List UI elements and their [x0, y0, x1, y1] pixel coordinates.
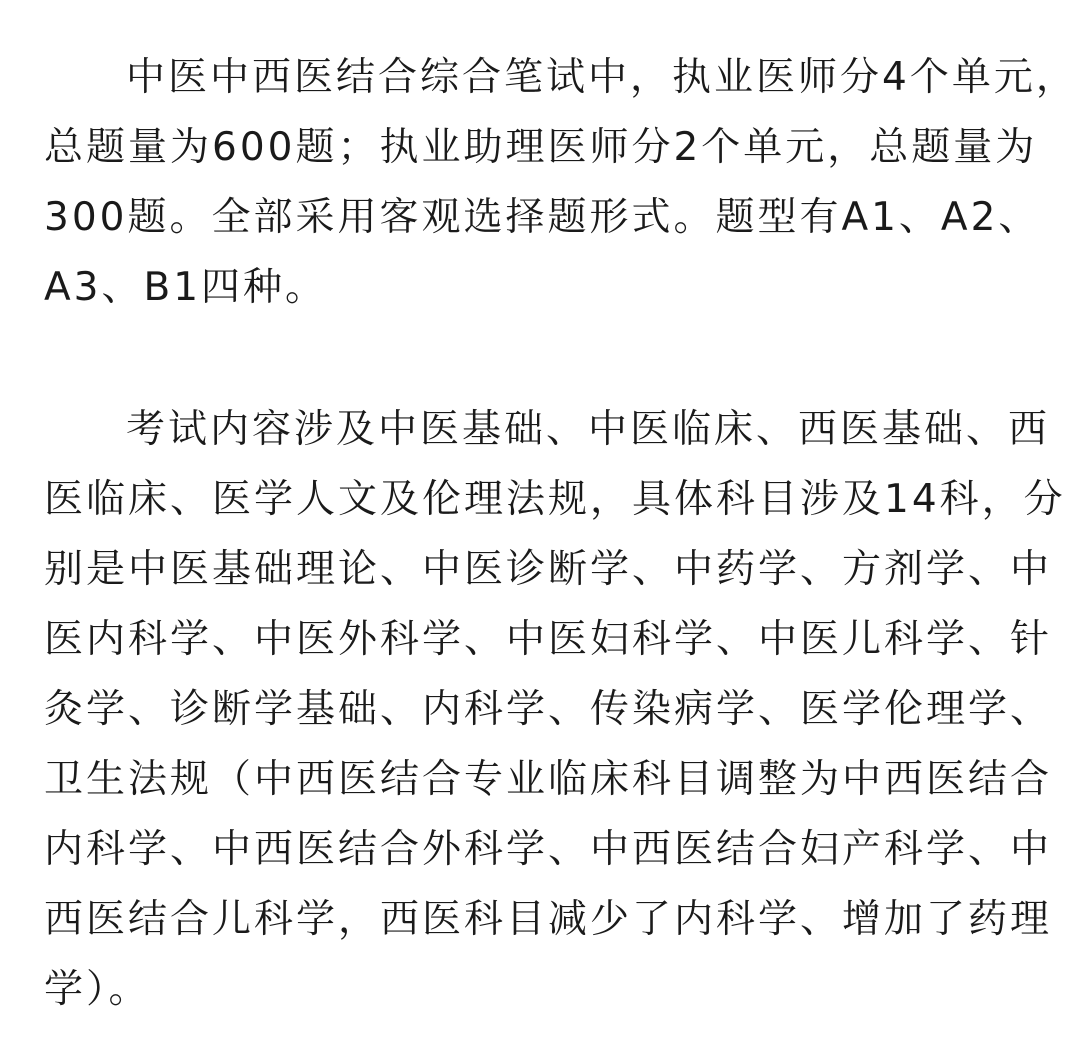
- text-line: 内科学、中西医结合外科学、中西医结合妇产科学、中: [44, 827, 1053, 872]
- text-line: 灸学、诊断学基础、内科学、传染病学、医学伦理学、: [44, 687, 1053, 732]
- text-line: 别是中医基础理论、中医诊断学、中药学、方剂学、中: [44, 547, 1053, 592]
- text-line: 医临床、医学人文及伦理法规，具体科目涉及14科，分: [44, 477, 1066, 522]
- text-line: 中医中西医结合综合笔试中，执业医师分4个单元，: [126, 55, 1078, 100]
- text-line: 卫生法规（中西医结合专业临床科目调整为中西医结合: [44, 757, 1053, 802]
- text-line: 总题量为600题；执业助理医师分2个单元，总题量为: [44, 125, 1038, 170]
- text-line: 医内科学、中医外科学、中医妇科学、中医儿科学、针: [44, 617, 1053, 662]
- text-line: A3、B1四种。: [44, 265, 328, 310]
- text-line: 考试内容涉及中医基础、中医临床、西医基础、西: [126, 407, 1051, 452]
- text-line: 西医结合儿科学，西医科目减少了内科学、增加了药理: [44, 897, 1053, 942]
- text-line: 学）。: [44, 967, 151, 1012]
- text-line: 300题。全部采用客观选择题形式。题型有A1、A2、: [44, 195, 1041, 240]
